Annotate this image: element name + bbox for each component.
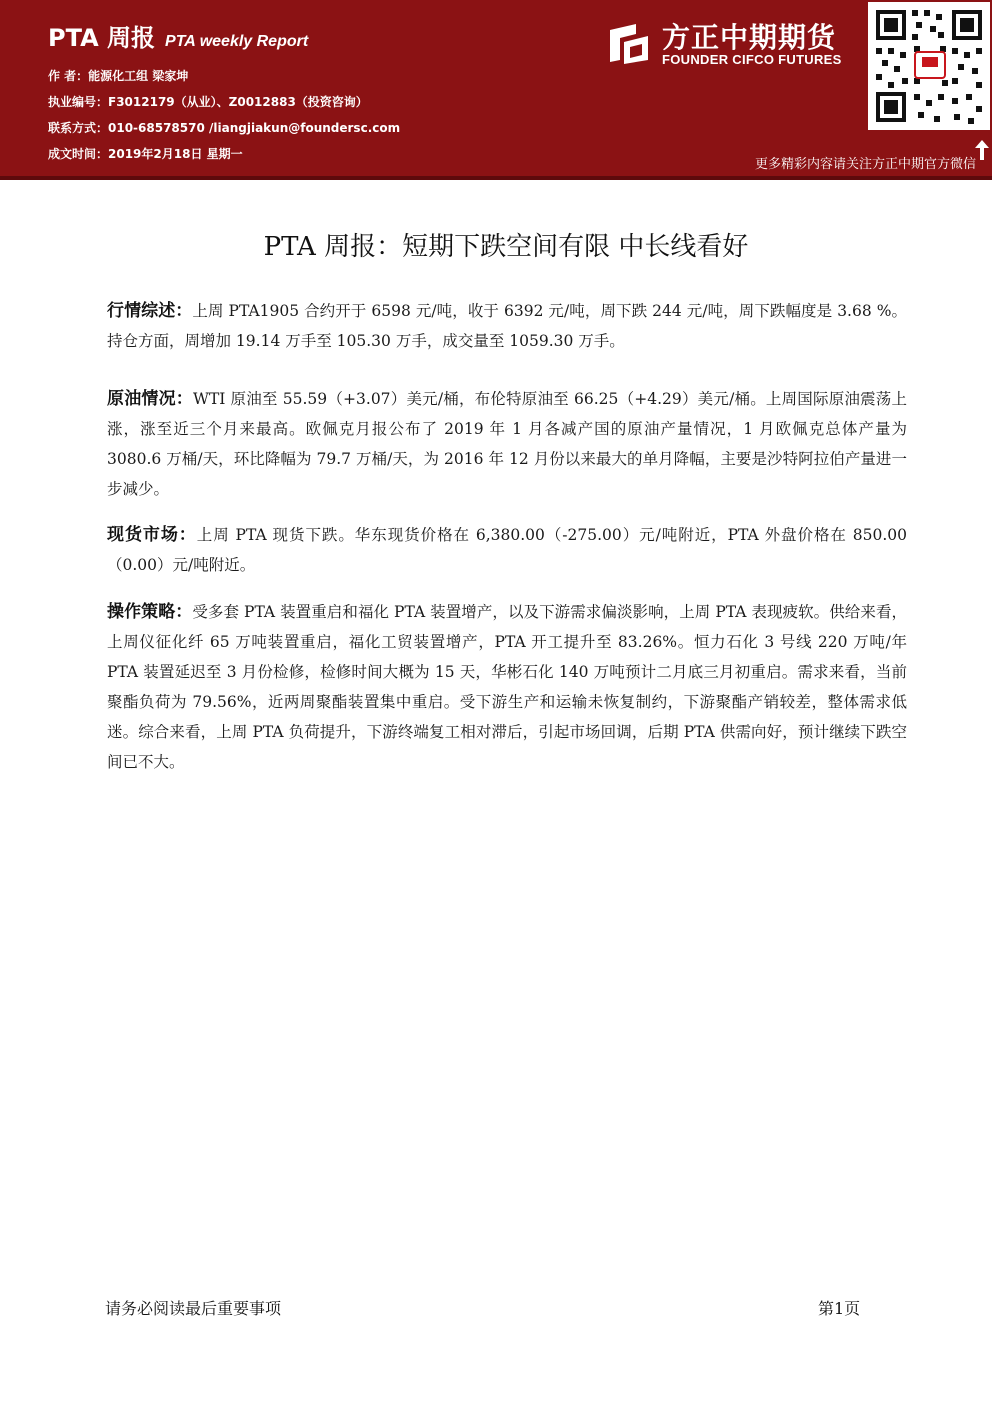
page-number: 第1页	[818, 1299, 861, 1318]
section-label: 行情综述：	[107, 301, 193, 321]
author-line: 作 者：能源化工组 梁家坤	[48, 69, 189, 83]
title-en: PTA weekly Report	[165, 33, 309, 50]
section-label: 现货市场：	[107, 525, 197, 545]
report-header	[0, 0, 992, 176]
logo-text-cn: 方正中期期货	[662, 21, 837, 54]
document-title: PTA 周报：短期下跌空间有限 中长线看好	[263, 232, 749, 262]
logo-text-en: FOUNDER CIFCO FUTURES	[662, 52, 842, 67]
section-label: 原油情况：	[107, 389, 194, 409]
wechat-follow-note: 更多精彩内容请关注方正中期官方微信	[754, 157, 976, 172]
qr-code-icon	[868, 2, 990, 130]
section-text: 受多套 PTA 装置重启和福化 PTA 装置增产，以及下游需求偏淡影响，上周 PTA 表现疲软。供给来看，上周仪征化纤 65 万吨装置重启，福化工贸装置增产，PTA 开工提升至 83.26%。恒力石化 3 号线 220 万吨/年 PTA 装置延迟至 3 月份检修，检修时间大概为 15 天，华彬石化 140 万吨预计二月底三月初重启。需求来看，当前聚酯负荷为 79.56%，近两周聚酯装置集中重启。受下游生产和运输未恢复制约，下游聚酯产销较差，整体需求低迷。综合来看，上周 PTA 负荷提升，下游终端复工相对滞后，引起市场回调，后期 PTA 供需向好，预计继续下跌空间已不大。	[107, 603, 908, 771]
section-crude-oil	[107, 384, 907, 504]
qr-code-graphic	[868, 2, 990, 130]
section-strategy	[107, 597, 907, 777]
title-cn: PTA 周报	[48, 24, 156, 52]
section-label: 操作策略：	[107, 602, 193, 622]
section-spot-market	[107, 520, 907, 580]
section-text: 上周 PTA1905 合约开于 6598 元/吨，收于 6392 元/吨，周下跌 244 元/吨，周下跌幅度是 3.68 %。持仓方面，周增加 19.14 万手至 105.30 万手，成交量至 1059.30 万手。	[107, 302, 908, 350]
date-line: 成文时间：2019年2月18日 星期一	[48, 147, 243, 161]
company-logo	[606, 16, 864, 70]
section-market-overview	[107, 296, 907, 356]
arrow-up-icon	[975, 140, 989, 160]
founder-logo-icon	[606, 20, 652, 66]
footer-disclaimer-note: 请务必阅读最后重要事项	[105, 1299, 282, 1318]
report-series-title	[48, 18, 308, 53]
contact-line: 联系方式：010-68578570 /liangjiakun@foundersc.com	[48, 121, 401, 135]
section-text: 上周 PTA 现货下跌。华东现货价格在 6,380.00（-275.00）元/吨附近，PTA 外盘价格在 850.00（0.00）元/吨附近。	[107, 526, 907, 574]
header-divider	[0, 176, 992, 180]
report-meta	[48, 63, 400, 167]
section-text: WTI 原油至 55.59（+3.07）美元/桶，布伦特原油至 66.25（+4.29）美元/桶。上周国际原油震荡上涨，涨至近三个月来最高。欧佩克月报公布了 2019 年 1 月各减产国的原油产量情况，1 月欧佩克总体产量为 3080.6 万桶/天，环比降幅为 79.7 万桶/天，为 2016 年 12 月份以来最大的单月降幅，主要是沙特阿拉伯产量进一步减少。	[107, 390, 908, 498]
license-line: 执业编号：F3012179（从业）、Z0012883（投资咨询）	[48, 95, 368, 109]
